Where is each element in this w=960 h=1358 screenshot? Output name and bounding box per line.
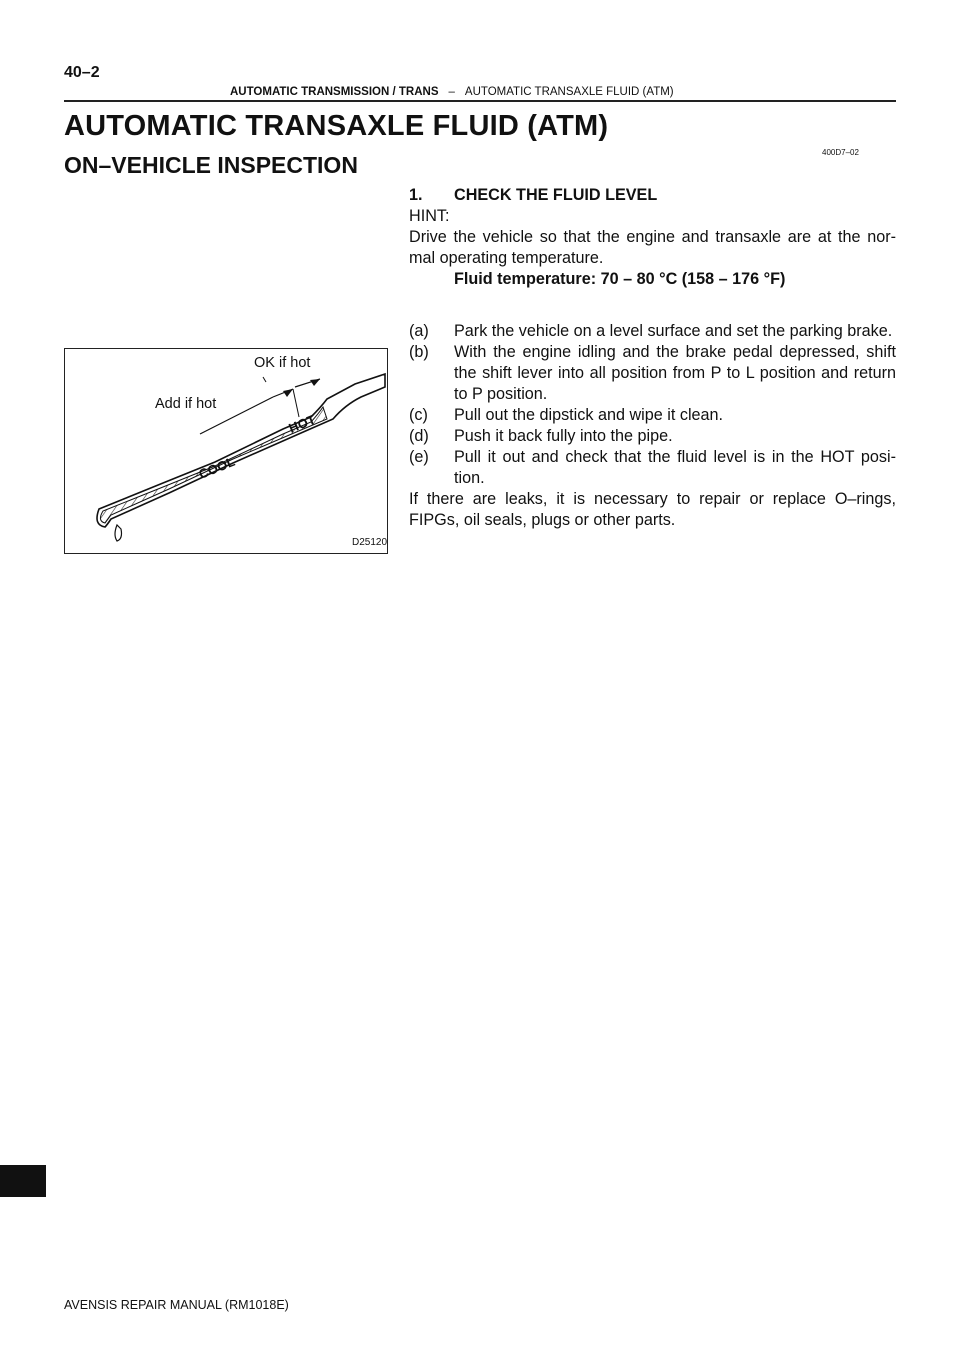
page-title: AUTOMATIC TRANSAXLE FLUID (ATM) [64, 110, 609, 142]
header-section: AUTOMATIC TRANSMISSION / TRANS [230, 86, 439, 98]
hint-label: HINT: [409, 207, 450, 225]
item-text: Push it back fully into the pipe. [454, 427, 673, 445]
dipstick-illustration [65, 349, 386, 552]
add-if-hot-label: Add if hot [155, 396, 217, 412]
ok-if-hot-label: OK if hot [254, 355, 311, 371]
fluid-temperature-spec: Fluid temperature: 70 – 80 °C (158 – 176 °F) [454, 270, 786, 288]
dipstick-figure [64, 348, 388, 554]
figure-id: D25120 [352, 537, 388, 548]
hot-mark: HOT [286, 411, 318, 436]
page-number: 40–2 [64, 64, 100, 81]
step-1-heading [409, 185, 896, 206]
list-item [409, 405, 896, 426]
running-header [230, 86, 674, 98]
list-item [409, 447, 896, 489]
section-subtitle: ON–VEHICLE INSPECTION [64, 152, 358, 178]
item-label: (c) [409, 406, 428, 424]
header-subsection: AUTOMATIC TRANSAXLE FLUID (ATM) [464, 86, 674, 98]
item-label: (b) [409, 343, 429, 361]
item-label: (d) [409, 427, 429, 445]
procedure-content [409, 185, 896, 531]
spacer [409, 290, 896, 321]
item-text: Pull out the dipstick and wipe it clean. [454, 406, 724, 424]
item-text: With the engine idling and the brake pedal depressed, shift the shift lever into all position from P to L position and return to P position. [454, 343, 896, 403]
closing-note: If there are leaks, it is necessary to repair or replace O–rings, FIPGs, oil seals, plugs or other parts. [409, 490, 896, 529]
hint-text-line2: mal operating temperature. [409, 249, 604, 267]
cool-mark: COOL [196, 453, 237, 482]
step-number: 1. [409, 186, 423, 204]
section-tab [0, 1165, 46, 1197]
list-item [409, 321, 896, 342]
list-item [409, 342, 896, 405]
item-text: Pull it out and check that the fluid level is in the HOT posi- tion. [454, 448, 896, 487]
fluid-drip [115, 525, 122, 541]
item-label: (a) [409, 322, 429, 340]
header-separator: – [448, 86, 455, 98]
step-label: CHECK THE FLUID LEVEL [454, 186, 658, 204]
doc-code: 400D7–02 [822, 148, 859, 157]
item-text: Park the vehicle on a level surface and set the parking brake. [454, 322, 893, 340]
header-rule [64, 100, 896, 102]
dipstick-body [97, 374, 385, 527]
hint-text-line1: Drive the vehicle so that the engine and transaxle are at the nor- [409, 228, 896, 246]
item-label: (e) [409, 448, 429, 466]
footer-manual-name: AVENSIS REPAIR MANUAL (RM1018E) [64, 1298, 289, 1312]
list-item [409, 426, 896, 447]
